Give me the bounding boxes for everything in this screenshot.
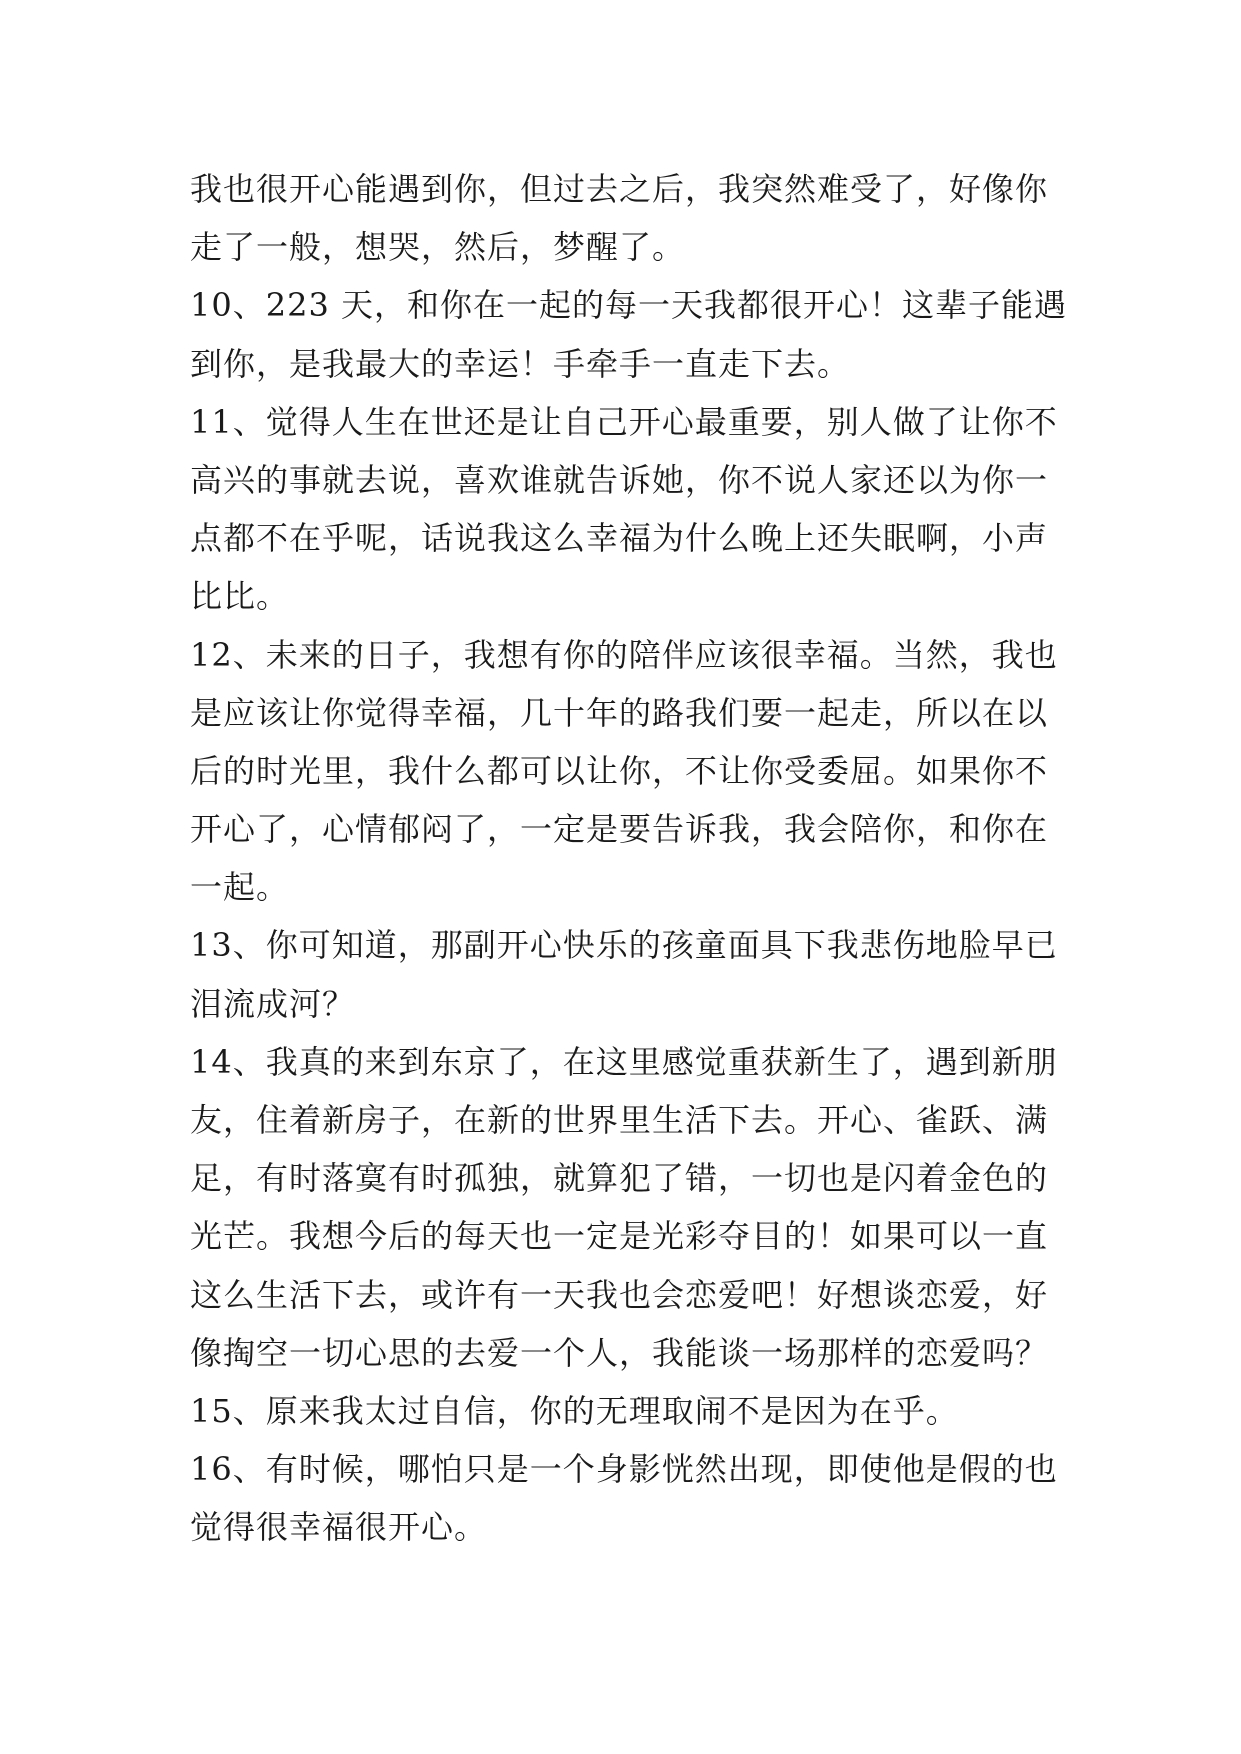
text-line: 16、有时候，哪怕只是一个身影恍然出现，即使他是假的也: [190, 1450, 1058, 1489]
text-line: 我也很开心能遇到你，但过去之后，我突然难受了，好像你: [190, 170, 1049, 208]
text-line: 比比。: [190, 577, 290, 616]
text-line: 一起。: [190, 868, 290, 907]
text-line: 14、我真的来到东京了，在这里感觉重获新生了，遇到新朋: [190, 1042, 1058, 1081]
text-line: 11、觉得人生在世还是让自己开心最重要，别人做了让你不: [190, 402, 1058, 441]
text-line: 开心了，心情郁闷了，一定是要告诉我，我会陪你，和你在: [190, 810, 1049, 849]
text-line: 点都不在乎呢，话说我这么幸福为什么晚上还失眠啊，小声: [190, 519, 1049, 558]
text-line: 后的时光里，我什么都可以让你，不让你受委屈。如果你不: [190, 751, 1049, 790]
text-line: 友，住着新房子，在新的世界里生活下去。开心、雀跃、满: [190, 1101, 1049, 1139]
text-line: 高兴的事就去说，喜欢谁就告诉她，你不说人家还以为你一: [190, 460, 1049, 499]
text-line: 到你，是我最大的幸运！手牵手一直走下去。: [190, 344, 851, 383]
text-line: 10、223 天，和你在一起的每一天我都很开心！这辈子能遇: [190, 286, 1067, 325]
text-line: 泪流成河？: [190, 984, 356, 1023]
document-body: [190, 160, 1070, 1557]
text-line: 像掏空一切心思的去爱一个人，我能谈一场那样的恋爱吗？: [190, 1333, 1049, 1372]
text-line: 走了一般，想哭，然后，梦醒了。: [190, 228, 686, 267]
text-line: 15、原来我太过自信，你的无理取闹不是因为在乎。: [190, 1391, 959, 1430]
text-line: 是应该让你觉得幸福，几十年的路我们要一起走，所以在以: [190, 693, 1049, 732]
text-line: 光芒。我想今后的每天也一定是光彩夺目的！如果可以一直: [190, 1217, 1049, 1256]
text-line: 这么生活下去，或许有一天我也会恋爱吧！好想谈恋爱，好: [190, 1275, 1049, 1314]
text-line: 足，有时落寞有时孤独，就算犯了错，一切也是闪着金色的: [190, 1159, 1049, 1198]
text-line: 12、未来的日子，我想有你的陪伴应该很幸福。当然，我也: [190, 635, 1058, 674]
text-line: 觉得很幸福很开心。: [190, 1508, 488, 1547]
text-line: 13、你可知道，那副开心快乐的孩童面具下我悲伤地脸早已: [190, 926, 1058, 965]
